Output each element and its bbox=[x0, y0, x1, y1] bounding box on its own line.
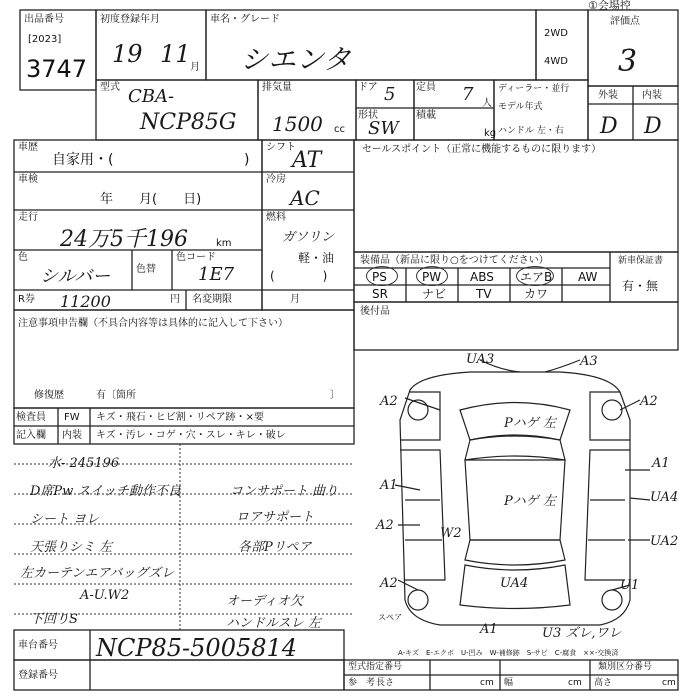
equip-tv: TV bbox=[476, 287, 492, 301]
category-label: 類別区分番号 bbox=[598, 662, 653, 672]
mileage-value: 24万5千196 bbox=[60, 227, 188, 252]
exterior-label: 外装 bbox=[598, 90, 618, 101]
drive-4wd: 4WD bbox=[544, 56, 568, 67]
model-cert-label: 型式指定番号 bbox=[348, 662, 403, 672]
first-reg-year: 19 bbox=[112, 40, 143, 68]
equip-ps: PS bbox=[372, 270, 387, 284]
note-0: 水- 245196 bbox=[48, 456, 120, 471]
load-unit: kg bbox=[484, 128, 497, 139]
width-unit: cm bbox=[568, 678, 582, 688]
mark-a2-left-rear: A2 bbox=[380, 576, 398, 591]
fuel-label: 燃料 bbox=[266, 212, 286, 223]
equip-aw: AW bbox=[578, 270, 598, 284]
recycle-value: 11200 bbox=[60, 292, 111, 311]
equip-abs: ABS bbox=[470, 270, 494, 284]
handle-label: ハンドル 左・右 bbox=[498, 126, 564, 136]
color-change-label: 色替 bbox=[136, 264, 156, 275]
warranty-value: 有・無 bbox=[622, 279, 659, 293]
spare-label: スペア bbox=[378, 613, 402, 622]
mileage-label: 走行 bbox=[18, 212, 38, 223]
equip-airbag: エアB bbox=[520, 270, 553, 284]
note-right-3: オーディオ欠 bbox=[226, 594, 303, 609]
shape-value: SW bbox=[368, 118, 399, 139]
displacement-value: 1500 bbox=[272, 112, 323, 136]
mark-puke-center: Pハゲ 左 bbox=[504, 494, 556, 509]
color-value: シルバー bbox=[40, 266, 111, 287]
interior-items: キズ・汚レ・コゲ・穴・スレ・キレ・破レ bbox=[96, 430, 286, 441]
fw-items: キズ・飛石・ヒビ割・リペア跡・×要 bbox=[96, 412, 264, 423]
displacement-unit: cc bbox=[334, 124, 345, 135]
note-right-2: 各部Pリペア bbox=[238, 540, 312, 555]
recycle-label: R券 bbox=[18, 294, 35, 305]
circle-airbag bbox=[516, 266, 554, 286]
damage-legend: A-キズ E-エクボ U-凹み W-補修跡 S-サビ C-腐食 ××-交換済 bbox=[398, 649, 619, 657]
mark-w2: W2 bbox=[440, 526, 462, 541]
mark-a1-bottom: A1 bbox=[480, 622, 498, 637]
dealer-label: ディーラー・並行 bbox=[498, 84, 570, 94]
drive-2wd: 2WD bbox=[544, 28, 568, 39]
equip-navi: ナビ bbox=[422, 287, 447, 301]
type-label: 型式 bbox=[100, 82, 120, 93]
mark-u1: U1 bbox=[620, 578, 640, 593]
note-right-0: コンサポート 曲り bbox=[230, 484, 339, 499]
length-unit: cm bbox=[480, 678, 494, 688]
lot-year: [2023] bbox=[28, 34, 62, 45]
note-6: 下回りS bbox=[30, 612, 78, 627]
entry-label: 記入欄 bbox=[16, 430, 46, 441]
shape-label: 形状 bbox=[358, 110, 378, 121]
top-right-note: ①会場控 bbox=[588, 0, 631, 12]
name-change-label: 名変期限 bbox=[192, 294, 232, 305]
load-label: 積載 bbox=[416, 110, 436, 121]
mark-a1-left: A1 bbox=[380, 478, 398, 493]
inspection-value: 年 月( 日) bbox=[100, 192, 202, 207]
capacity-unit: 人 bbox=[482, 98, 492, 109]
ac-label: 冷房 bbox=[266, 174, 286, 185]
inspection-label: 車検 bbox=[18, 174, 38, 185]
height-unit: cm bbox=[662, 678, 676, 688]
width-label: 幅 bbox=[504, 678, 514, 688]
usage-label: 車歴 bbox=[18, 142, 38, 153]
usage-value: 自家用・( bbox=[52, 152, 114, 168]
repair-label: 修復歴 bbox=[34, 390, 64, 401]
type-value-1: CBA- bbox=[128, 86, 175, 107]
color-code-label: 色コード bbox=[176, 252, 216, 263]
color-code-value: 1E7 bbox=[198, 264, 235, 285]
note-right-1: ロアサポート bbox=[236, 510, 315, 525]
model-label: 車名・グレード bbox=[210, 14, 280, 25]
mark-ua4-right: UA4 bbox=[650, 490, 679, 505]
capacity-label: 定員 bbox=[416, 82, 436, 93]
ac-value: AC bbox=[290, 186, 320, 210]
note-4: 左カーテンエアバッグズレ bbox=[20, 566, 175, 581]
equip-pw: PW bbox=[422, 270, 442, 284]
model-year-label: モデル年式 bbox=[498, 102, 543, 112]
model-name: シエンタ bbox=[240, 43, 351, 76]
shift-value: AT bbox=[292, 148, 322, 173]
mark-a2-front-right: A2 bbox=[640, 394, 658, 409]
equip-sr: SR bbox=[372, 287, 388, 301]
chassis-value: NCP85-5005814 bbox=[96, 634, 298, 662]
grade-value: 3 bbox=[618, 44, 638, 79]
fuel-paren: ( ) bbox=[270, 269, 328, 283]
selling-points-label: セールスポイント（正常に機能するものに限ります） bbox=[362, 144, 602, 155]
repair-close: 〕 bbox=[330, 390, 340, 401]
color-label: 色 bbox=[18, 252, 28, 263]
mark-ua2-right: UA2 bbox=[650, 534, 679, 549]
mark-puke-roof: Pハゲ 左 bbox=[504, 416, 556, 431]
mileage-unit: km bbox=[216, 238, 232, 249]
displacement-label: 排気量 bbox=[262, 82, 292, 93]
height-label: 高さ bbox=[594, 678, 613, 688]
note-2: シート ヨレ bbox=[30, 512, 100, 527]
note-1: D席Pw スイッチ動作不良 bbox=[30, 484, 181, 499]
grade-label: 評価点 bbox=[610, 16, 640, 27]
fuel-alt: 軽・油 bbox=[298, 251, 335, 265]
chassis-label: 車台番号 bbox=[18, 640, 58, 651]
reg-label: 登録番号 bbox=[18, 670, 58, 681]
door-label: ドア bbox=[358, 82, 378, 93]
note-3: 天張りシミ 左 bbox=[30, 540, 113, 555]
circle-ps bbox=[366, 266, 398, 286]
door-value: 5 bbox=[384, 84, 396, 105]
recycle-unit: 円 bbox=[170, 294, 180, 305]
repair-value: 有〔箇所 bbox=[96, 390, 136, 401]
fuel-value: ガソリン bbox=[282, 230, 335, 245]
report-label: 注意事項申告欄（不具合内容等は具体的に記入して下さい） bbox=[18, 318, 288, 329]
mark-ua3: UA3 bbox=[466, 352, 495, 367]
mark-u3-bottom: U3 ズレ,ワレ bbox=[542, 626, 622, 641]
circle-pw bbox=[416, 266, 448, 286]
interior-label: 内装 bbox=[642, 90, 662, 101]
type-value-2: NCP85G bbox=[140, 110, 237, 135]
month-unit: 月 bbox=[190, 62, 200, 73]
mark-ua4-rear: UA4 bbox=[500, 576, 529, 591]
lot-number: 3747 bbox=[26, 55, 88, 83]
name-change-unit: 月 bbox=[290, 294, 300, 305]
mark-a1-right: A1 bbox=[652, 456, 670, 471]
mark-a2-front-left: A2 bbox=[380, 394, 398, 409]
reference-label: 参 考 bbox=[348, 678, 376, 688]
interior-value: D bbox=[644, 114, 662, 139]
usage-close: ) bbox=[244, 152, 250, 168]
fw-label: FW bbox=[64, 412, 80, 423]
shift-label: シフト bbox=[266, 142, 296, 153]
length-label: 長さ bbox=[376, 678, 395, 688]
mark-a2-left-mid: A2 bbox=[376, 518, 394, 533]
inspector-label: 検査員 bbox=[16, 412, 46, 423]
note-5: A-U.W2 bbox=[80, 588, 130, 603]
warranty-label: 新車保証書 bbox=[618, 256, 664, 266]
equip-leather: カワ bbox=[524, 287, 549, 301]
first-reg-label: 初度登録年月 bbox=[100, 14, 160, 25]
mark-a3: A3 bbox=[580, 354, 598, 369]
lot-label: 出品番号 bbox=[24, 14, 64, 25]
capacity-value: 7 bbox=[462, 84, 474, 105]
aftermarket-label: 後付品 bbox=[360, 306, 390, 317]
exterior-value: D bbox=[600, 114, 618, 139]
note-right-4: ハンドルスレ 左 bbox=[226, 616, 321, 631]
first-reg-month: 11 bbox=[160, 40, 191, 68]
equipment-label: 装備品（新品に限り○をつけてください） bbox=[360, 255, 549, 266]
interior-tag: 内装 bbox=[62, 430, 82, 441]
